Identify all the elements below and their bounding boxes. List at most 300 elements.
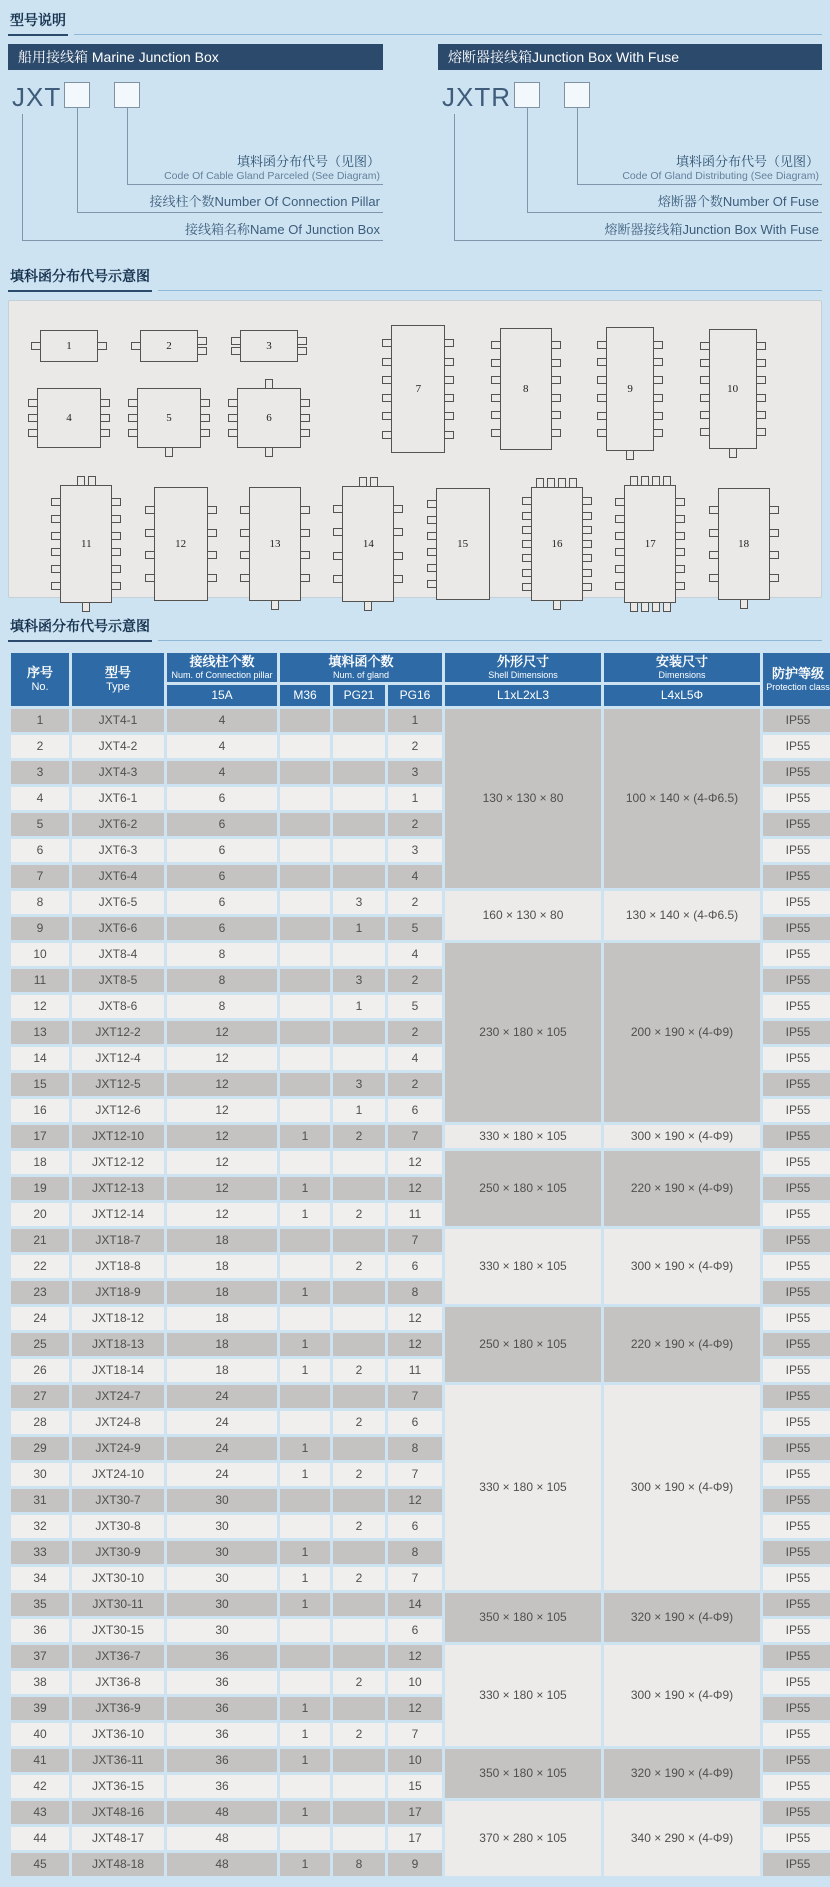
cell-protection-class: IP55 (763, 1801, 830, 1824)
model-panel-fuse (438, 44, 822, 252)
cell-no: 29 (11, 1437, 69, 1460)
cell-15a: 12 (167, 1099, 277, 1122)
gland-tab (427, 564, 437, 572)
header-sub-pg21: PG21 (333, 685, 385, 706)
gland-tab (28, 429, 38, 437)
gland-tab (756, 411, 766, 419)
cell-pg16: 7 (388, 1385, 442, 1408)
gland-tab (131, 342, 141, 350)
cell-15a: 18 (167, 1307, 277, 1330)
cell-protection-class: IP55 (763, 1333, 830, 1356)
cell-shell-dimensions: 130 × 130 × 80 (445, 709, 601, 888)
gland-tab (333, 505, 343, 513)
cell-m36 (280, 1775, 330, 1798)
gland-tab (382, 358, 392, 366)
diagram-row-1 (19, 313, 811, 465)
gland-tab (128, 399, 138, 407)
gland-tab (522, 583, 532, 591)
gland-tab (582, 554, 592, 562)
cell-15a: 6 (167, 787, 277, 810)
cell-m36 (280, 1021, 330, 1044)
gland-tab (582, 583, 592, 591)
cell-shell-dimensions: 330 × 180 × 105 (445, 1125, 601, 1148)
cell-protection-class: IP55 (763, 1203, 830, 1226)
cell-no: 38 (11, 1671, 69, 1694)
gland-tab (615, 582, 625, 590)
cell-m36 (280, 1411, 330, 1434)
gland-tab (769, 551, 779, 559)
gland-tab (641, 476, 649, 486)
cell-shell-dimensions: 350 × 180 × 105 (445, 1593, 601, 1642)
gland-tab-strip (597, 331, 607, 447)
cell-m36 (280, 1489, 330, 1512)
cell-15a: 24 (167, 1463, 277, 1486)
cell-no: 33 (11, 1541, 69, 1564)
cell-no: 11 (11, 969, 69, 992)
gland-tab-strip (710, 448, 756, 458)
gland-tab (240, 574, 250, 582)
diagram-box-number: 9 (627, 383, 633, 395)
cell-15a: 18 (167, 1359, 277, 1382)
cell-no: 44 (11, 1827, 69, 1850)
cell-protection-class: IP55 (763, 1255, 830, 1278)
cell-pg16: 10 (388, 1671, 442, 1694)
diagram-box-number: 8 (523, 383, 529, 395)
cell-pg16: 9 (388, 1853, 442, 1876)
gland-tab (582, 569, 592, 577)
diagram-row-2 (19, 475, 811, 613)
cell-mount-dimensions: 130 × 140 × (4-Φ6.5) (604, 891, 760, 940)
section-title-rule (158, 290, 822, 291)
gland-tab (393, 575, 403, 583)
cell-shell-dimensions: 330 × 180 × 105 (445, 1229, 601, 1304)
gland-tab (300, 414, 310, 422)
cell-15a: 8 (167, 969, 277, 992)
cell-no: 32 (11, 1515, 69, 1538)
cell-protection-class: IP55 (763, 1775, 830, 1798)
gland-tab-strip (51, 489, 61, 599)
cell-15a: 24 (167, 1437, 277, 1460)
gland-tab (333, 575, 343, 583)
cell-pg21 (333, 1697, 385, 1720)
cell-pg16: 15 (388, 1775, 442, 1798)
section-title-text: 填科函分布代号示意图 (8, 266, 152, 292)
gland-tab (111, 582, 121, 590)
cell-pg16: 5 (388, 995, 442, 1018)
cell-type: JXT6-5 (72, 891, 164, 914)
cell-pg21: 2 (333, 1411, 385, 1434)
gland-tab (582, 497, 592, 505)
cell-15a: 36 (167, 1645, 277, 1668)
gland-tab (675, 548, 685, 556)
gland-tab (700, 342, 710, 350)
cell-15a: 36 (167, 1671, 277, 1694)
cell-no: 22 (11, 1255, 69, 1278)
cell-pg16: 8 (388, 1541, 442, 1564)
cell-protection-class: IP55 (763, 943, 830, 966)
cell-protection-class: IP55 (763, 1697, 830, 1720)
gland-tab (200, 414, 210, 422)
diagram-box-number: 1 (66, 340, 72, 352)
cell-type: JXT30-10 (72, 1567, 164, 1590)
cell-m36 (280, 1047, 330, 1070)
diagram-box-3 (240, 330, 298, 362)
header-no: 序号 No. (11, 653, 69, 706)
gland-tab (630, 476, 638, 486)
cell-15a: 12 (167, 1125, 277, 1148)
gland-tab (271, 600, 279, 610)
cell-pg16: 3 (388, 761, 442, 784)
gland-tab-strip (393, 490, 403, 598)
gland-tab-strip (200, 392, 210, 444)
gland-tab-strip (625, 602, 675, 612)
code-box-2 (564, 82, 590, 108)
cell-pg21: 3 (333, 969, 385, 992)
table-row (11, 1801, 830, 1824)
cell-m36 (280, 839, 330, 862)
gland-tab (756, 342, 766, 350)
cell-type: JXT36-8 (72, 1671, 164, 1694)
table-row (11, 1125, 830, 1148)
section-title-rule (158, 640, 822, 641)
gland-code-label: 填料函分布代号（见图） Code Of Gland Distributing (See Diagram) (622, 154, 819, 182)
table-row (11, 1645, 830, 1668)
cell-15a: 48 (167, 1801, 277, 1824)
gland-tab (582, 512, 592, 520)
diagram-box-11 (60, 485, 112, 603)
gland-tab (663, 602, 671, 612)
gland-tab (551, 376, 561, 384)
cell-no: 45 (11, 1853, 69, 1876)
gland-tab (709, 506, 719, 514)
gland-tab-strip (427, 492, 437, 596)
cell-m36 (280, 1515, 330, 1538)
cell-pg21: 2 (333, 1359, 385, 1382)
header-type: 型号 Type (72, 653, 164, 706)
cell-type: JXT30-7 (72, 1489, 164, 1512)
gland-tab-strip (653, 331, 663, 447)
gland-tab-strip (532, 600, 582, 610)
table-row (11, 891, 830, 914)
gland-tab (444, 339, 454, 347)
cell-type: JXT30-8 (72, 1515, 164, 1538)
cell-15a: 18 (167, 1255, 277, 1278)
gland-tab (551, 341, 561, 349)
cell-no: 37 (11, 1645, 69, 1668)
gland-tab (663, 476, 671, 486)
cell-no: 30 (11, 1463, 69, 1486)
cell-15a: 12 (167, 1073, 277, 1096)
cell-type: JXT4-2 (72, 735, 164, 758)
gland-tab (88, 476, 96, 486)
gland-tab (77, 476, 85, 486)
gland-tab (641, 602, 649, 612)
cell-type: JXT48-18 (72, 1853, 164, 1876)
cell-pg21 (333, 1541, 385, 1564)
cell-pg16: 17 (388, 1827, 442, 1850)
cell-pg21 (333, 1593, 385, 1616)
gland-tab (522, 554, 532, 562)
cell-type: JXT8-4 (72, 943, 164, 966)
header-pillar-count: 接线柱个数 Num. of Connection pillar (167, 653, 277, 682)
cell-protection-class: IP55 (763, 891, 830, 914)
gland-tab (393, 528, 403, 536)
gland-tab (382, 431, 392, 439)
cell-pg21 (333, 1775, 385, 1798)
cell-protection-class: IP55 (763, 969, 830, 992)
cell-no: 12 (11, 995, 69, 1018)
gland-tab (200, 399, 210, 407)
cell-mount-dimensions: 300 × 190 × (4-Φ9) (604, 1645, 760, 1746)
cell-pg16: 8 (388, 1437, 442, 1460)
cell-m36 (280, 709, 330, 732)
cell-mount-dimensions: 340 × 290 × (4-Φ9) (604, 1801, 760, 1876)
gland-tab (653, 358, 663, 366)
cell-m36: 1 (280, 1541, 330, 1564)
gland-tab-strip (297, 334, 307, 358)
gland-tab (756, 359, 766, 367)
section-title-text: 型号说明 (8, 10, 68, 36)
cell-pg16: 7 (388, 1229, 442, 1252)
cell-no: 5 (11, 813, 69, 836)
cell-type: JXT36-9 (72, 1697, 164, 1720)
gland-tab-strip (700, 333, 710, 445)
gland-tab (626, 450, 634, 460)
cell-pg21: 2 (333, 1463, 385, 1486)
cell-protection-class: IP55 (763, 709, 830, 732)
gland-tab-strip (250, 600, 300, 610)
gland-tab (653, 376, 663, 384)
cell-pg21 (333, 1281, 385, 1304)
cell-protection-class: IP55 (763, 1437, 830, 1460)
cell-m36: 1 (280, 1177, 330, 1200)
cell-mount-dimensions: 320 × 190 × (4-Φ9) (604, 1749, 760, 1798)
cell-m36 (280, 1151, 330, 1174)
cell-mount-dimensions: 100 × 140 × (4-Φ6.5) (604, 709, 760, 888)
diagram-box-number: 5 (166, 412, 172, 424)
table-row (11, 1151, 830, 1174)
diagram-box-2 (140, 330, 198, 362)
gland-tab (51, 565, 61, 573)
gland-tab (675, 515, 685, 523)
gland-tab (700, 359, 710, 367)
gland-tab (491, 429, 501, 437)
cell-pg21 (333, 1177, 385, 1200)
header-sub-15a: 15A (167, 685, 277, 706)
cell-15a: 12 (167, 1047, 277, 1070)
gland-tab-strip (382, 329, 392, 449)
gland-tab (31, 342, 41, 350)
cell-pg16: 1 (388, 709, 442, 732)
cell-m36: 1 (280, 1203, 330, 1226)
gland-tab (709, 551, 719, 559)
cell-type: JXT12-4 (72, 1047, 164, 1070)
cell-type: JXT18-7 (72, 1229, 164, 1252)
code-box-1 (514, 82, 540, 108)
gland-tab (522, 497, 532, 505)
cell-no: 43 (11, 1801, 69, 1824)
cell-pg16: 6 (388, 1515, 442, 1538)
model-code-jxt: JXT (12, 82, 62, 112)
cell-no: 28 (11, 1411, 69, 1434)
gland-tab-strip (551, 332, 561, 446)
cell-pg16: 7 (388, 1125, 442, 1148)
cell-shell-dimensions: 250 × 180 × 105 (445, 1307, 601, 1382)
cell-pg16: 2 (388, 891, 442, 914)
diagram-box-number: 14 (362, 538, 374, 550)
cell-type: JXT4-3 (72, 761, 164, 784)
cell-type: JXT48-16 (72, 1801, 164, 1824)
cell-type: JXT36-10 (72, 1723, 164, 1746)
cell-m36 (280, 891, 330, 914)
cell-protection-class: IP55 (763, 1099, 830, 1122)
cell-pg16: 2 (388, 735, 442, 758)
cell-15a: 6 (167, 839, 277, 862)
cell-pg16: 6 (388, 1619, 442, 1642)
cell-pg21 (333, 1619, 385, 1642)
cell-protection-class: IP55 (763, 1151, 830, 1174)
cell-protection-class: IP55 (763, 1073, 830, 1096)
gland-tab-strip (491, 332, 501, 446)
cell-no: 35 (11, 1593, 69, 1616)
cell-m36 (280, 1671, 330, 1694)
cell-protection-class: IP55 (763, 1645, 830, 1668)
cell-no: 6 (11, 839, 69, 862)
cell-15a: 30 (167, 1593, 277, 1616)
cell-m36: 1 (280, 1749, 330, 1772)
gland-tab-strip (111, 489, 121, 599)
gland-tab (615, 515, 625, 523)
gland-tab (207, 551, 217, 559)
cell-pg21 (333, 839, 385, 862)
gland-tab-strip (343, 477, 393, 487)
gland-tab-strip (31, 334, 41, 358)
cell-no: 40 (11, 1723, 69, 1746)
gland-tab (769, 506, 779, 514)
cell-15a: 18 (167, 1281, 277, 1304)
cell-protection-class: IP55 (763, 1827, 830, 1850)
gland-tab-strip (197, 334, 207, 358)
cell-15a: 4 (167, 709, 277, 732)
cell-type: JXT12-13 (72, 1177, 164, 1200)
gland-tab (491, 341, 501, 349)
gland-tab (522, 526, 532, 534)
cell-no: 21 (11, 1229, 69, 1252)
gland-tab (675, 498, 685, 506)
gland-tab-strip (145, 491, 155, 597)
gland-tab (427, 532, 437, 540)
gland-tab-strip (207, 491, 217, 597)
gland-tab-strip (675, 489, 685, 599)
gland-tab (51, 532, 61, 540)
gland-tab-strip (444, 329, 454, 449)
gland-tab (444, 412, 454, 420)
cell-type: JXT6-3 (72, 839, 164, 862)
marine-junction-box-header: 船用接线箱 Marine Junction Box (8, 44, 383, 70)
diagram-box-number: 6 (266, 412, 272, 424)
gland-code-label: 填料函分布代号（见图） Code Of Cable Gland Parceled (See Diagram) (164, 154, 380, 182)
cell-pg21 (333, 1749, 385, 1772)
cell-m36 (280, 1099, 330, 1122)
gland-tab (207, 529, 217, 537)
gland-tab (597, 376, 607, 384)
gland-tab (200, 429, 210, 437)
cell-pg21: 1 (333, 995, 385, 1018)
header-mount-dimensions: 安装尺寸 Dimensions (604, 653, 760, 682)
diagram-box-number: 12 (175, 538, 187, 550)
gland-tab (28, 399, 38, 407)
cell-m36: 1 (280, 1593, 330, 1616)
cell-protection-class: IP55 (763, 735, 830, 758)
table-row (11, 709, 830, 732)
table-row (11, 1385, 830, 1408)
cell-15a: 36 (167, 1749, 277, 1772)
cell-m36: 1 (280, 1437, 330, 1460)
section-title-rule (74, 34, 822, 35)
cell-type: JXT12-2 (72, 1021, 164, 1044)
gland-tab (756, 428, 766, 436)
gland-tab (551, 359, 561, 367)
gland-tab (111, 498, 121, 506)
cell-pg21 (333, 943, 385, 966)
gland-tab-strip (131, 334, 141, 358)
cell-pg21: 2 (333, 1255, 385, 1278)
gland-diagram-section-title (8, 266, 822, 292)
diagram-box-8 (500, 328, 552, 450)
gland-tab (231, 347, 241, 355)
gland-tab (82, 602, 90, 612)
cell-pg16: 2 (388, 969, 442, 992)
header-sub-l1l2l3: L1xL2xL3 (445, 685, 601, 706)
gland-tab (300, 506, 310, 514)
cell-no: 2 (11, 735, 69, 758)
gland-tab (300, 529, 310, 537)
cell-pg16: 12 (388, 1333, 442, 1356)
code-box-1 (64, 82, 90, 108)
gland-tab (551, 429, 561, 437)
cell-pg21 (333, 1385, 385, 1408)
cell-protection-class: IP55 (763, 813, 830, 836)
cell-m36 (280, 995, 330, 1018)
gland-tab (558, 478, 566, 488)
gland-tab-strip (138, 447, 200, 457)
gland-tab (653, 429, 663, 437)
gland-tab (165, 447, 173, 457)
cell-pg16: 7 (388, 1723, 442, 1746)
gland-tab (597, 394, 607, 402)
cell-15a: 8 (167, 995, 277, 1018)
gland-tab (51, 548, 61, 556)
gland-tab (145, 506, 155, 514)
gland-tab (536, 478, 544, 488)
cell-pg16: 12 (388, 1645, 442, 1668)
gland-tab (51, 515, 61, 523)
cell-protection-class: IP55 (763, 1411, 830, 1434)
gland-tab (675, 582, 685, 590)
gland-tab (51, 498, 61, 506)
gland-tab (393, 505, 403, 513)
gland-tab (522, 569, 532, 577)
cell-shell-dimensions: 250 × 180 × 105 (445, 1151, 601, 1226)
cell-15a: 4 (167, 761, 277, 784)
diagram-box-1 (40, 330, 98, 362)
cell-pg16: 14 (388, 1593, 442, 1616)
gland-tab (740, 599, 748, 609)
gland-tab (300, 429, 310, 437)
header-sub-m36: M36 (280, 685, 330, 706)
cell-pg21 (333, 1333, 385, 1356)
gland-tab (582, 540, 592, 548)
